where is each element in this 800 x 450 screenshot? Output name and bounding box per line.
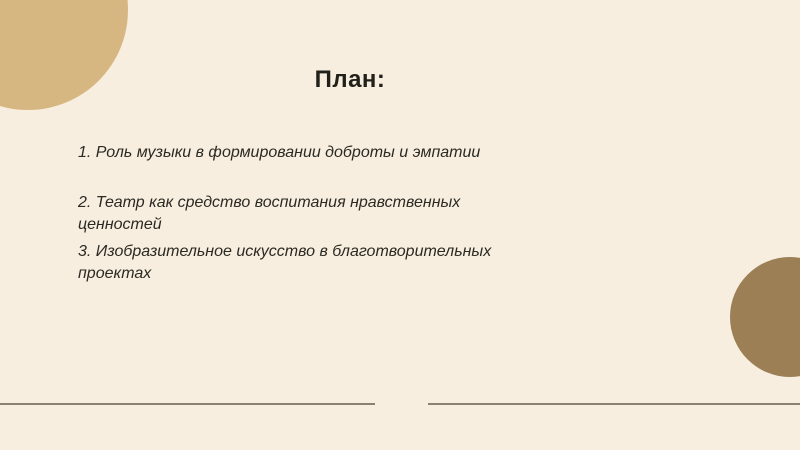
slide-title: План: [314, 66, 386, 93]
plan-item-2: 2. Театр как средство воспитания нравственных ценностей [78, 194, 461, 233]
decorative-circle-right [730, 257, 800, 377]
divider-line-left [0, 403, 375, 405]
divider-line-right [428, 403, 800, 405]
plan-item-3: 3. Изобразительное искусство в благотворительных проектах [78, 243, 492, 282]
plan-item-1: 1. Роль музыки в формировании доброты и эмпатии [78, 144, 481, 161]
